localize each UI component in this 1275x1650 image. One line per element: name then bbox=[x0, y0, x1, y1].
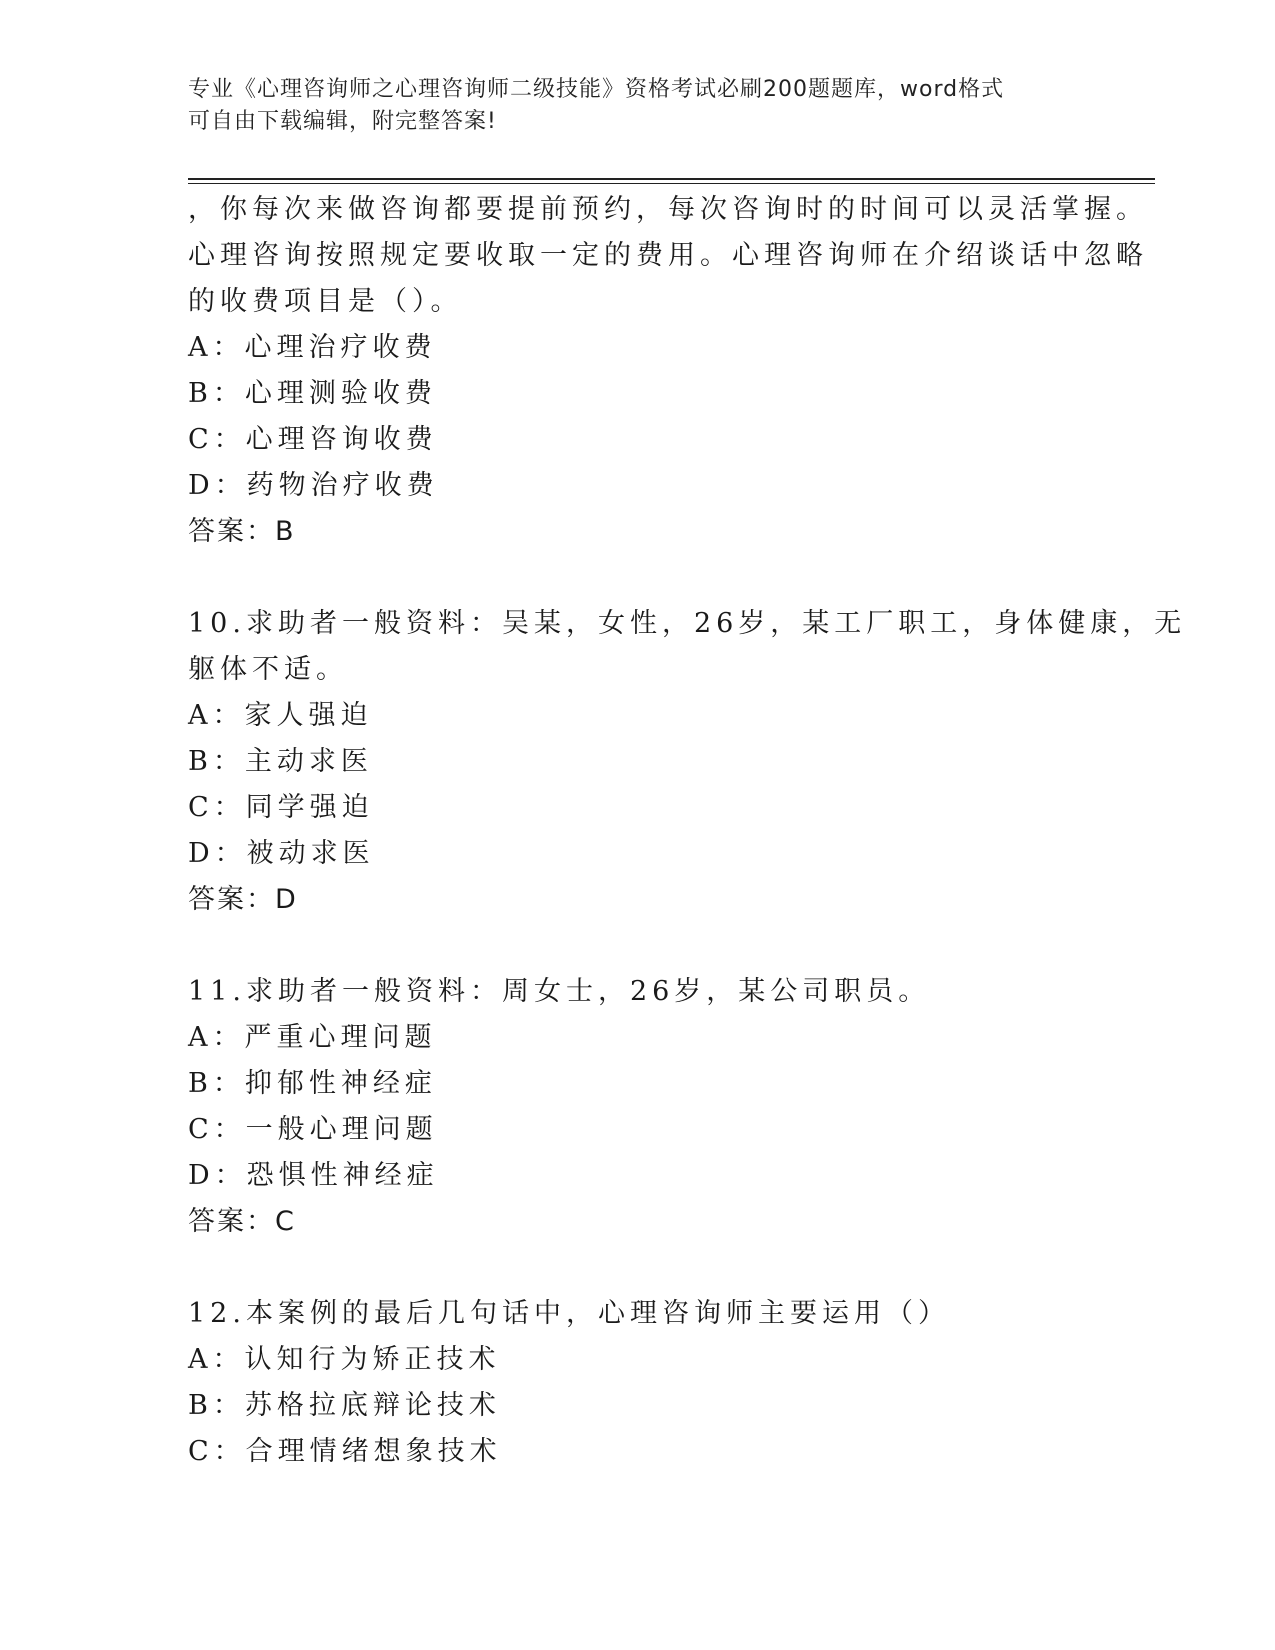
option-b: B：主动求医 bbox=[188, 746, 373, 777]
answer-line: 答案：C bbox=[188, 1206, 296, 1237]
question-text-line: 10.求助者一般资料：吴某，女性，26岁，某工厂职工，身体健康，无 bbox=[188, 608, 1187, 639]
option-c: C：同学强迫 bbox=[188, 792, 374, 823]
option-d: D：被动求医 bbox=[188, 838, 375, 869]
question-text-line: 的收费项目是（）。 bbox=[188, 286, 463, 317]
question-12 bbox=[188, 1291, 1108, 1475]
option-c: C：心理咨询收费 bbox=[188, 424, 438, 455]
spacer bbox=[188, 555, 1108, 601]
option-d: D：恐惧性神经症 bbox=[188, 1160, 439, 1191]
header-divider-thick bbox=[188, 178, 1155, 180]
answer-line: 答案：D bbox=[188, 884, 298, 915]
option-c: C：一般心理问题 bbox=[188, 1114, 438, 1145]
option-b: B：苏格拉底辩论技术 bbox=[188, 1390, 501, 1421]
option-c: C：合理情绪想象技术 bbox=[188, 1436, 502, 1467]
question-text-line: 躯体不适。 bbox=[188, 654, 348, 685]
question-text-line: 12.本案例的最后几句话中，心理咨询师主要运用（） bbox=[188, 1298, 950, 1329]
spacer bbox=[188, 923, 1108, 969]
question-9 bbox=[188, 187, 1148, 555]
option-a: A：家人强迫 bbox=[188, 700, 373, 731]
question-text-line: 心理咨询按照规定要收取一定的费用。心理咨询师在介绍谈话中忽略 bbox=[188, 240, 1148, 271]
option-d: D：药物治疗收费 bbox=[188, 470, 439, 501]
option-b: B：心理测验收费 bbox=[188, 378, 437, 409]
question-text-line: ，你每次来做咨询都要提前预约，每次咨询时的时间可以灵活掌握。 bbox=[188, 194, 1148, 225]
answer-line: 答案：B bbox=[188, 516, 296, 547]
question-11 bbox=[188, 969, 1108, 1245]
option-a: A：心理治疗收费 bbox=[188, 332, 437, 363]
spacer bbox=[188, 1245, 1108, 1291]
header-title-line-2: 可自由下载编辑，附完整答案! bbox=[188, 109, 497, 134]
document-header bbox=[188, 74, 1088, 138]
option-a: A：严重心理问题 bbox=[188, 1022, 437, 1053]
option-b: B：抑郁性神经症 bbox=[188, 1068, 437, 1099]
option-a: A：认知行为矫正技术 bbox=[188, 1344, 501, 1375]
question-list bbox=[188, 187, 1187, 1475]
question-text-line: 11.求助者一般资料：周女士，26岁，某公司职员。 bbox=[188, 976, 931, 1007]
header-divider-thin bbox=[188, 183, 1155, 184]
question-10 bbox=[188, 601, 1187, 923]
header-title-line-1: 专业《心理咨询师之心理咨询师二级技能》资格考试必刷200题题库，word格式 bbox=[188, 77, 1005, 102]
